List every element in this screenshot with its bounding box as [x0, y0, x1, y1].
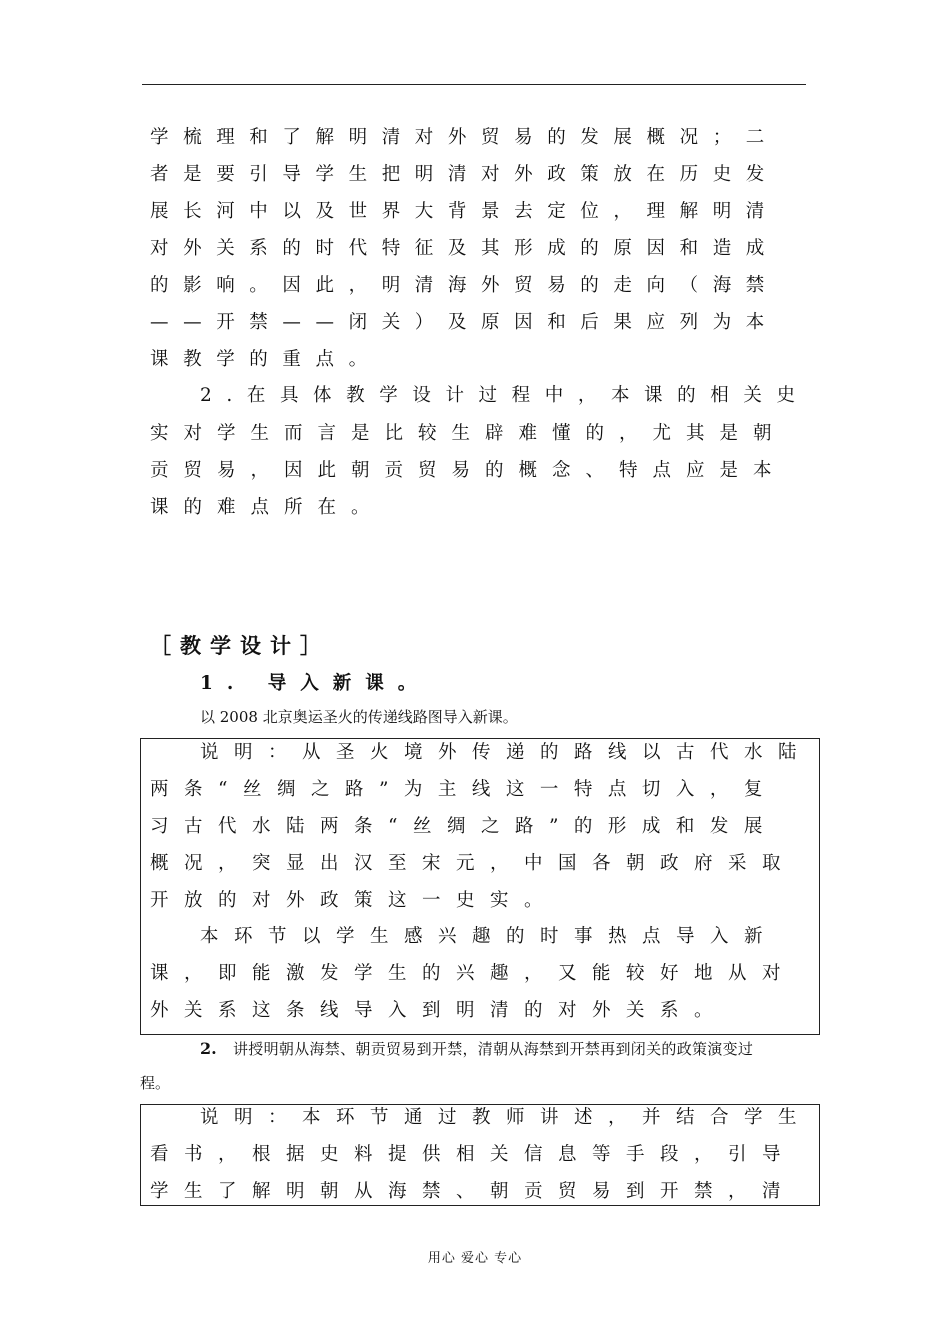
page-footer: 用心 爱心 专心: [427, 1251, 523, 1266]
step1-text: 以 2008 北京奥运圣火的传递线路图导入新课。: [200, 708, 518, 726]
paragraph1-line: ——开禁——闭关）及原因和后果应列为本: [150, 312, 779, 333]
box2-line: 看书，根据史料提供相关信息等手段，引导: [150, 1144, 797, 1165]
box1-line: 课，即能激发学生的兴趣，又能较好地从对: [150, 963, 797, 984]
paragraph2-line: 课的难点所在。: [150, 497, 385, 518]
paragraph2-line: 实对学生而言是比较生辟难懂的，尤其是朝: [150, 423, 787, 444]
box1-line: 概况，突显出汉至宋元，中国各朝政府采取: [150, 853, 797, 874]
paragraph1-line: 课教学的重点。: [150, 349, 382, 370]
box2-line: 学生了解明朝从海禁、朝贡贸易到开禁，清: [150, 1181, 797, 1202]
paragraph2-line: 2.在具体教学设计过程中，本课的相关史: [200, 385, 810, 406]
paragraph1-line: 者是要引导学生把明清对外政策放在历史发: [150, 164, 779, 185]
box1-line: 外关系这条线导入到明清的对外关系。: [150, 1000, 729, 1021]
box1-line: 两条“丝绸之路”为主线这一特点切入，复: [150, 779, 778, 800]
paragraph1-line: 的影响。因此，明清海外贸易的走向（海禁: [150, 275, 779, 296]
paragraph1-line: 对外关系的时代特征及其形成的原因和造成: [150, 238, 779, 259]
paragraph1-line: 学梳理和了解明清对外贸易的发展概况；二: [150, 127, 779, 148]
step2-number: 2.: [200, 1039, 217, 1058]
paragraph2-line: 贡贸易，因此朝贡贸易的概念、特点应是本: [150, 460, 787, 481]
header-rule: [142, 84, 806, 85]
step2-text-cont: 程。: [140, 1074, 171, 1092]
section-heading: ［教学设计］: [150, 633, 330, 658]
box1-line: 说明：从圣火境外传递的路线以古代水陆: [200, 742, 813, 763]
box1-line: 开放的对外政策这一史实。: [150, 890, 559, 911]
box1-line: 习古代水陆两条“丝绸之路”的形成和发展: [150, 816, 778, 837]
paragraph1-line: 展长河中以及世界大背景去定位，理解明清: [150, 201, 779, 222]
step1-title: 1. 导入新课。: [200, 673, 431, 694]
box1-line: 本环节以学生感兴趣的时事热点导入新: [200, 926, 779, 947]
step2-text: 讲授明朝从海禁、朝贡贸易到开禁，清朝从海禁到开禁再到闭关的政策演变过: [233, 1040, 754, 1058]
box2-line: 说明：本环节通过教师讲述，并结合学生: [200, 1107, 813, 1128]
